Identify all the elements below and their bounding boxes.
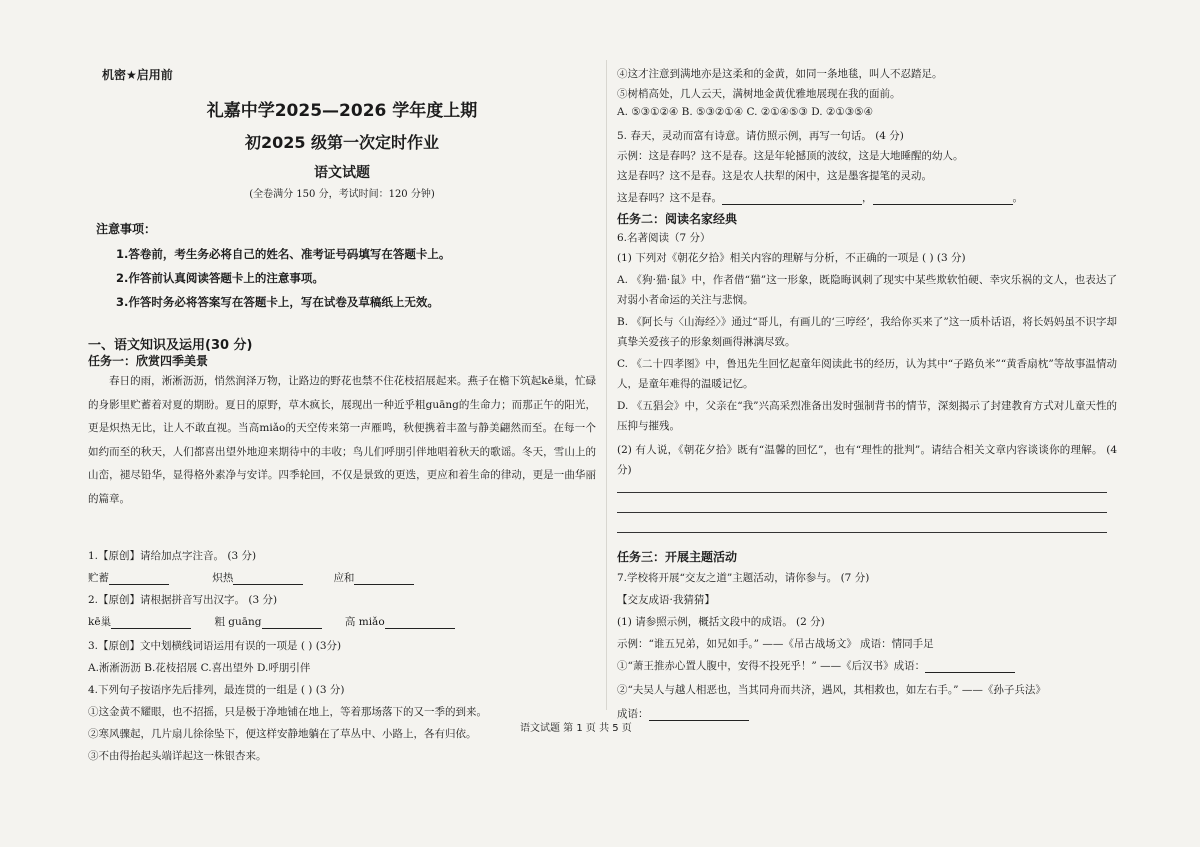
notice-item: 3.作答时务必将答案写在答题卡上，写在试卷及草稿纸上无效。 <box>116 295 439 309</box>
page-footer: 语文试题 第 1 页 共 5 页 <box>520 723 632 734</box>
q4-sentence: ③不由得抬起头端详起这一株银杏来。 <box>88 750 267 762</box>
answer-blank[interactable] <box>262 616 322 629</box>
q3-options: A.淅淅沥沥 B.花枝招展 C.喜出望外 D.呼朋引伴 <box>88 662 311 674</box>
q1-item: 应和 <box>333 572 355 584</box>
q7-prompt: 成语： <box>617 708 649 720</box>
q7-quote: ①“萧王推赤心置人腹中，安得不投死乎！” ——《后汉书》成语： <box>617 660 926 672</box>
answer-blank[interactable] <box>722 192 862 205</box>
q4-sentence: ④这才注意到满地亦是这柔和的金黄，如同一条地毯，叫人不忍踏足。 <box>617 68 943 80</box>
subject-title: 语文试题 <box>314 165 370 181</box>
answer-line[interactable] <box>617 492 1107 493</box>
q2-item: 高 miǎo <box>344 616 385 628</box>
answer-blank[interactable] <box>109 572 169 585</box>
question-6-2: (2) 有人说，《朝花夕拾》既有“温馨的回忆”，也有“理性的批判”。请结合相关文章内容谈谈你的理解。 (4分) <box>617 444 1117 476</box>
q2-answers <box>88 614 455 629</box>
exam-title: 初2025 级第一次定时作业 <box>244 133 440 152</box>
task-title: 任务一：欣赏四季美景 <box>88 354 209 368</box>
school-title: 礼嘉中学2025—2026 学年度上期 <box>206 101 478 121</box>
q6-option: D. 《五猖会》中，父亲在“我”兴高采烈准备出发时强制背书的情节，深刻揭示了封建教育方式对儿童天性的压抑与摧残。 <box>617 400 1117 432</box>
q6-option: A. 《狗·猫·鼠》中，作者借“猫”这一形象，既隐晦讽刺了现实中某些欺软怕硬、幸灾乐祸的文人，也表达了对弱小者命运的关注与悲悯。 <box>617 274 1117 306</box>
task-title: 任务三：开展主题活动 <box>617 550 738 564</box>
q5-prompt: 这是春吗？这不是春。 <box>617 192 722 204</box>
answer-blank[interactable] <box>385 616 455 629</box>
answer-line[interactable] <box>617 512 1107 513</box>
q7-item: ②“夫吴人与越人相恶也，当其同舟而共济，遇风，其相救也，如左右手。” ——《孙子兵法》 <box>617 684 1046 696</box>
question-7-1: (1) 请参照示例，概括文段中的成语。 (2 分) <box>617 616 825 628</box>
q2-item: 粗 guāng <box>214 616 262 628</box>
notice-title: 注意事项： <box>96 222 157 236</box>
answer-line[interactable] <box>617 532 1107 533</box>
answer-blank[interactable] <box>873 192 1013 205</box>
answer-blank[interactable] <box>925 660 1015 673</box>
q4-sentence: ⑤树梢高处，几人云天，满树地金黄优雅地展现在我的面前。 <box>617 88 901 100</box>
question-5: 5. 春天，灵动而富有诗意。请仿照示例，再写一句话。 (4 分) <box>617 130 904 142</box>
q7-subtitle: 【交友成语·我猜猜】 <box>617 594 715 606</box>
q7-example: 示例：“谁五兄弟，如兄如手。” ——《吊古战场文》 成语：情同手足 <box>617 638 934 650</box>
q1-answers <box>88 570 414 585</box>
q4-sentence: ②寒风骤起，几片扇儿徐徐坠下，便这样安静地躺在了草丛中、小路上，各有归依。 <box>88 728 477 740</box>
question-3: 3.【原创】文中划横线词语运用有误的一项是 ( ) (3分) <box>88 640 342 652</box>
q5-line: 这是春吗？这不是春。这是农人扶犁的闲中，这是墨客提笔的灵动。 <box>617 170 932 182</box>
confidential-label: 机密★启用前 <box>102 68 173 82</box>
answer-blank[interactable] <box>111 616 191 629</box>
question-1: 1.【原创】请给加点字注音。 (3 分) <box>88 550 257 562</box>
notice-item: 2.作答前认真阅读答题卡上的注意事项。 <box>116 271 324 285</box>
section-title: 一、语文知识及运用(30 分) <box>88 338 253 353</box>
q1-item: 炽热 <box>212 572 234 584</box>
q4-sentence: ①这金黄不耀眼，也不招摇，只是极于净地铺在地上，等着那场落下的又一季的到来。 <box>88 706 487 718</box>
answer-blank[interactable] <box>233 572 303 585</box>
q6-option: B. 《阿长与〈山海经〉》通过“哥儿，有画儿的‘三哼经’，我给你买来了”这一质朴话语，将长妈妈虽不识字却真挚关爱孩子的形象刻画得淋漓尽致。 <box>617 316 1117 348</box>
question-6: 6.名著阅读（7 分） <box>617 232 711 244</box>
score-info: (全卷满分 150 分，考试时间：120 分钟) <box>249 189 435 200</box>
question-6-1: (1) 下列对《朝花夕拾》相关内容的理解与分析，不正确的一项是 ( ) (3 分) <box>617 252 966 264</box>
answer-blank[interactable] <box>354 572 414 585</box>
question-2: 2.【原创】请根据拼音写出汉字。 (3 分) <box>88 594 278 606</box>
q1-item: 贮蓄 <box>88 572 109 584</box>
q7-item <box>617 658 1015 673</box>
task-title: 任务二：阅读名家经典 <box>617 212 738 226</box>
q5-answer-line: 这是春吗？这不是春。 ， 。 <box>617 192 1023 204</box>
notice-item: 1.答卷前，考生务必将自己的姓名、准考证号码填写在答题卡上。 <box>116 247 451 261</box>
q5-example: 示例：这是春吗？这不是春。这是年轮撼顶的波纹，这是大地睡醒的幼人。 <box>617 150 964 162</box>
q7-item <box>617 706 749 721</box>
question-4: 4.下列句子按语序先后排列，最连贯的一组是 ( ) (3 分) <box>88 684 345 696</box>
q6-option: C. 《二十四孝图》中，鲁迅先生回忆起童年阅读此书的经历，认为其中“子路负米”“黄香扇枕”等故事温情动人，是童年难得的温暖记忆。 <box>617 358 1117 390</box>
passage: 春日的雨，淅淅沥沥，悄然润泽万物，让路边的野花也禁不住花枝招展起来。燕子在檐下筑起kē巢，忙碌的身影里贮蓄着对夏的期盼。夏日的原野，草木疯长，展现出一种近乎粗guāng的生命力；而那正午的阳光，更是炽热无比，让人不敢直视。当高miǎo的天空传来第一声雁鸣，秋便携着丰盈与静美翩然而至。在每一个如约而至的秋天，人们都喜出望外地迎来期待中的丰收；鸟儿们呼朋引伴地唱着秋天的歌谣。冬天，雪山上的山峦，褪尽铅华，显得格外素净与安详。四季轮回，不仅是景致的更迭，更应和着生命的律动，更是一曲华丽的篇章。 <box>88 375 596 505</box>
answer-blank[interactable] <box>649 708 749 721</box>
q2-item: kē巢 <box>88 616 112 628</box>
question-7: 7.学校将开展“交友之道”主题活动，请你参与。 (7 分) <box>617 572 870 584</box>
column-divider <box>606 60 607 710</box>
q4-options: A. ⑤③①②④ B. ⑤③②①④ C. ②①④⑤③ D. ②①③⑤④ <box>617 106 873 118</box>
